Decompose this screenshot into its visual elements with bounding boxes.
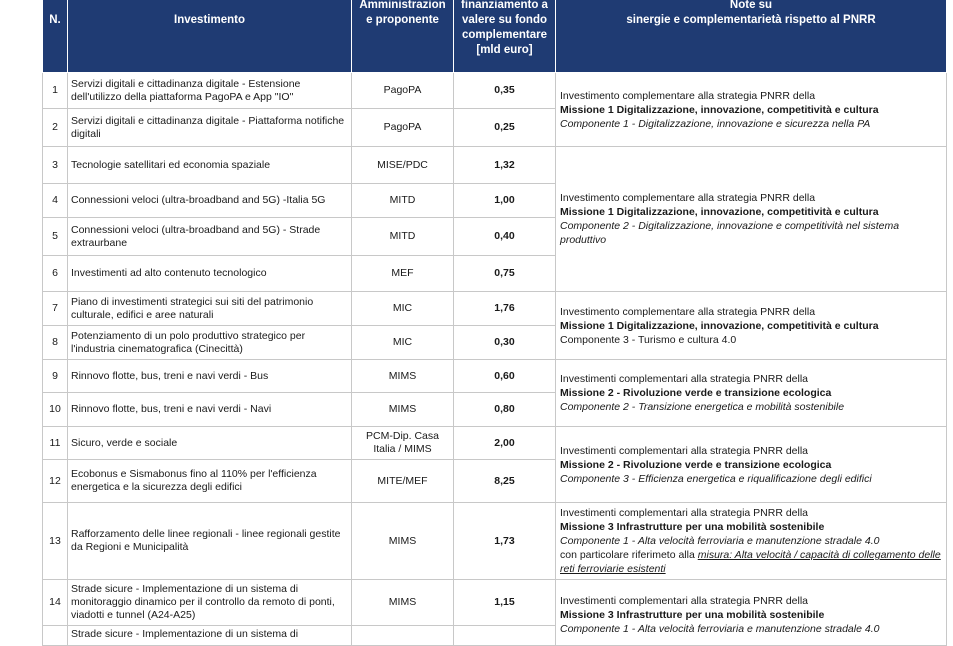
note-cell — [556, 147, 947, 292]
row-amministrazione: MITD — [352, 218, 454, 256]
row-amministrazione: MITD — [352, 184, 454, 218]
header-amministrazione-line: Amministrazion — [359, 0, 446, 11]
row-finanziamento: 0,35 — [454, 73, 556, 109]
note-missione: Missione 2 - Rivoluzione verde e transizione ecologica — [560, 387, 832, 399]
row-investimento: Strade sicure - Implementazione di un sistema di — [68, 626, 352, 646]
row-number: 11 — [43, 427, 68, 460]
note-cell — [556, 292, 947, 360]
table-header-row — [43, 0, 947, 73]
header-note-line: sinergie e complementarietà rispetto al PNRR — [626, 14, 876, 26]
row-finanziamento: 1,00 — [454, 184, 556, 218]
row-number: 12 — [43, 460, 68, 503]
note-cell — [556, 73, 947, 147]
row-finanziamento: 2,00 — [454, 427, 556, 460]
note-cell — [556, 360, 947, 427]
header-note-line: Note su — [729, 0, 773, 11]
table-row — [43, 580, 947, 626]
row-investimento: Piano di investimenti strategici sui siti del patrimonio culturale, edifici e aree naturali — [68, 292, 352, 326]
row-amministrazione: PagoPA — [352, 73, 454, 109]
row-amministrazione: MIMS — [352, 503, 454, 580]
note-missione: Missione 1 Digitalizzazione, innovazione, competitività e cultura — [560, 319, 879, 332]
header-investimento: Investimento — [68, 0, 352, 73]
row-amministrazione: PCM-Dip. Casa Italia / MIMS — [352, 427, 454, 460]
row-number: 4 — [43, 184, 68, 218]
header-n: N. — [43, 0, 68, 73]
row-number: 8 — [43, 326, 68, 360]
table-row — [43, 73, 947, 109]
investments-table — [42, 0, 947, 646]
note-cell — [556, 503, 947, 580]
row-amministrazione: MISE/PDC — [352, 147, 454, 184]
note-measure-link: misura: Alta velocità / capacità di collegamento delle reti ferroviarie esistenti — [560, 549, 941, 575]
note-componente: Componente 3 - Turismo e cultura 4.0 — [560, 333, 737, 346]
table-row — [43, 503, 947, 580]
table-row — [43, 292, 947, 326]
row-amministrazione: PagoPA — [352, 109, 454, 147]
note-missione: Missione 1 Digitalizzazione, innovazione, competitività e cultura — [560, 103, 879, 116]
row-number: 6 — [43, 256, 68, 292]
row-number: 7 — [43, 292, 68, 326]
row-investimento: Connessioni veloci (ultra-broadband and 5G) - Strade extraurbane — [68, 218, 352, 256]
note-cell — [556, 427, 947, 503]
row-investimento: Tecnologie satellitari ed economia spaziale — [68, 147, 352, 184]
note-componente: Componente 1 - Alta velocità ferroviaria e manutenzione stradale 4.0 — [560, 623, 880, 635]
row-finanziamento: 0,30 — [454, 326, 556, 360]
note-intro: Investimento complementare alla strategia PNRR della — [560, 89, 816, 102]
note-intro: Investimento complementare alla strategia PNRR della — [560, 192, 816, 204]
row-investimento: Strade sicure - Implementazione di un sistema di monitoraggio dinamico per il controllo da remoto di ponti, viadotti e tunnel (A24-A25) — [68, 580, 352, 626]
row-number: 5 — [43, 218, 68, 256]
header-note — [556, 0, 947, 73]
row-number: 14 — [43, 580, 68, 626]
row-number: 9 — [43, 360, 68, 393]
note-intro: Investimenti complementari alla strategia PNRR della — [560, 507, 809, 519]
row-amministrazione: MITE/MEF — [352, 460, 454, 503]
row-investimento: Rinnovo flotte, bus, treni e navi verdi - Navi — [68, 393, 352, 427]
row-amministrazione — [352, 626, 454, 646]
header-finanziamento — [454, 0, 556, 73]
row-finanziamento: 8,25 — [454, 460, 556, 503]
row-amministrazione: MIMS — [352, 360, 454, 393]
table-row — [43, 360, 947, 393]
note-componente: Componente 3 - Efficienza energetica e riqualificazione degli edifici — [560, 472, 872, 485]
header-finanziamento-line: [mld euro] — [476, 44, 533, 56]
note-componente: Componente 1 - Digitalizzazione, innovazione e sicurezza nella PA — [560, 117, 871, 130]
row-finanziamento: 0,25 — [454, 109, 556, 147]
note-componente: Componente 1 - Alta velocità ferroviaria e manutenzione stradale 4.0 — [560, 535, 880, 547]
row-finanziamento: 0,60 — [454, 360, 556, 393]
header-amministrazione — [352, 0, 454, 73]
row-investimento: Connessioni veloci (ultra-broadband and 5G) -Italia 5G — [68, 184, 352, 218]
note-cell — [556, 580, 947, 646]
row-amministrazione: MIC — [352, 326, 454, 360]
row-finanziamento: 1,32 — [454, 147, 556, 184]
header-finanziamento-line: complementare — [461, 29, 547, 41]
note-intro: Investimenti complementari alla strategia PNRR della — [560, 595, 809, 607]
row-number: 13 — [43, 503, 68, 580]
row-number: 1 — [43, 73, 68, 109]
row-number: 10 — [43, 393, 68, 427]
table-row — [43, 427, 947, 460]
note-componente: Componente 2 - Digitalizzazione, innovazione e competitività nel sistema produttivo — [560, 220, 900, 246]
header-finanziamento-line: valere su fondo — [462, 14, 547, 26]
row-finanziamento: 1,15 — [454, 580, 556, 626]
table-row — [43, 147, 947, 184]
row-amministrazione: MIMS — [352, 580, 454, 626]
row-finanziamento: 0,75 — [454, 256, 556, 292]
note-missione: Missione 2 - Rivoluzione verde e transizione ecologica — [560, 458, 832, 471]
row-finanziamento: 0,40 — [454, 218, 556, 256]
row-amministrazione: MIMS — [352, 393, 454, 427]
row-investimento: Potenziamento di un polo produttivo strategico per l'industria cinematografica (Cinecittà) — [68, 326, 352, 360]
row-investimento: Ecobonus e Sismabonus fino al 110% per l'efficienza energetica e la sicurezza degli edifici — [68, 460, 352, 503]
row-finanziamento: 1,73 — [454, 503, 556, 580]
row-finanziamento: 1,76 — [454, 292, 556, 326]
header-finanziamento-line: finanziamento a — [461, 0, 548, 11]
row-finanziamento — [454, 626, 556, 646]
row-number: 3 — [43, 147, 68, 184]
row-investimento: Servizi digitali e cittadinanza digitale - Estensione dell'utilizzo della piattaforma PagoPA e App "IO" — [68, 73, 352, 109]
row-number: 2 — [43, 109, 68, 147]
note-componente: Componente 2 - Transizione energetica e mobilità sostenibile — [560, 401, 845, 413]
row-investimento: Investimenti ad alto contenuto tecnologico — [68, 256, 352, 292]
note-intro: Investimento complementare alla strategia PNRR della — [560, 305, 816, 318]
row-investimento: Servizi digitali e cittadinanza digitale - Piattaforma notifiche digitali — [68, 109, 352, 147]
row-investimento: Sicuro, verde e sociale — [68, 427, 352, 460]
row-finanziamento: 0,80 — [454, 393, 556, 427]
note-missione: Missione 1 Digitalizzazione, innovazione, competitività e cultura — [560, 206, 879, 218]
row-amministrazione: MIC — [352, 292, 454, 326]
note-intro: Investimenti complementari alla strategia PNRR della — [560, 444, 809, 457]
note-extra — [560, 548, 942, 576]
row-investimento: Rinnovo flotte, bus, treni e navi verdi - Bus — [68, 360, 352, 393]
note-missione: Missione 3 Infrastrutture per una mobilità sostenibile — [560, 521, 825, 533]
row-number — [43, 626, 68, 646]
note-extra-text: con particolare riferimeto alla — [560, 549, 695, 561]
note-missione: Missione 3 Infrastrutture per una mobilità sostenibile — [560, 609, 825, 621]
row-amministrazione: MEF — [352, 256, 454, 292]
header-amministrazione-line: e proponente — [366, 14, 439, 26]
row-investimento: Rafforzamento delle linee regionali - linee regionali gestite da Regioni e Municipalità — [68, 503, 352, 580]
note-intro: Investimenti complementari alla strategia PNRR della — [560, 373, 809, 385]
